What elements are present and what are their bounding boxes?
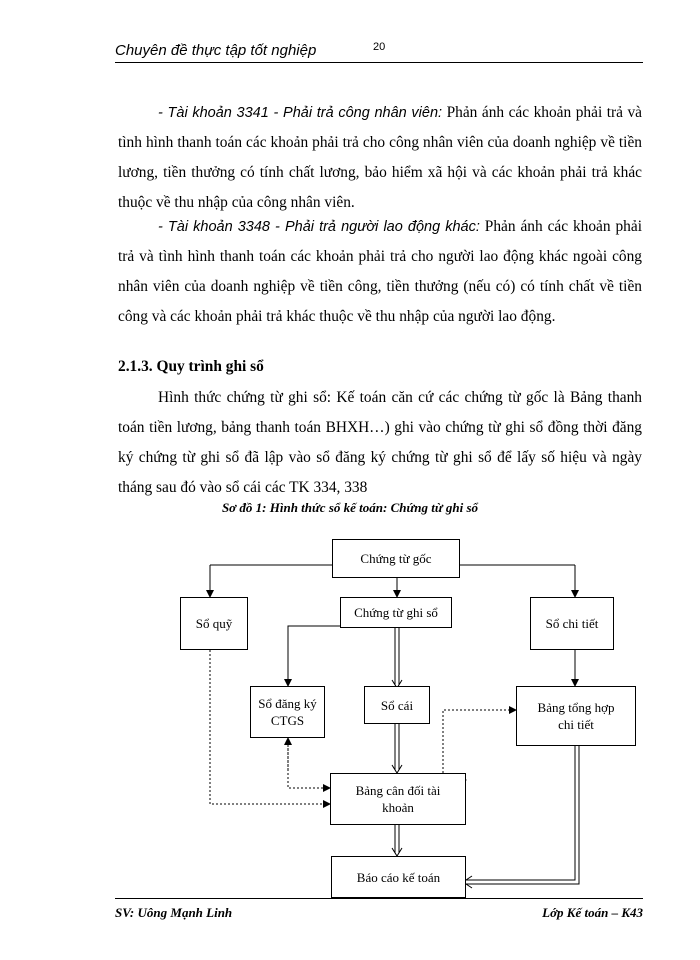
section-heading: 2.1.3. Quy trình ghi sổ xyxy=(118,358,264,375)
arrow-to-bao-cao xyxy=(392,848,402,856)
arrow-to-so-dang-ky xyxy=(288,626,340,686)
arrow-to-bang-can-doi xyxy=(392,765,402,773)
footer-class: Lớp Kế toán – K43 xyxy=(542,905,643,920)
footer-student: SV: Uông Mạnh Linh xyxy=(115,905,233,920)
box-so-dang-ky xyxy=(250,686,325,738)
box-chung-tu-ghi-so: Chứng từ ghi sổ xyxy=(340,597,452,628)
connector-double-line xyxy=(466,746,575,880)
box-label-line: CTGS xyxy=(270,713,305,728)
paragraph-label: - Tài khoản 3341 - Phải trả công nhân viên: xyxy=(158,105,443,121)
paragraph-procedure: Hình thức chứng từ ghi sổ: Kế toán căn cứ các chứng từ gốc là Bảng thanh toán tiền lương, bảng thanh toán BHXH…) ghi vào chứng từ ghi sổ đồng thời đăng ký chứng từ ghi sổ đã lập vào sổ đăng ký chứng từ ghi sổ để lấy số hiệu và ngày tháng sau đó vào sổ cái các TK 334, 338 xyxy=(118,389,642,496)
box-so-chi-tiet: Sổ chi tiết xyxy=(530,597,614,650)
box-bao-cao: Báo cáo kế toán xyxy=(331,856,466,898)
box-bang-tong-hop: Bảng tổng hợp chi tiết xyxy=(516,686,636,746)
header-title: Chuyên đề thực tập tốt nghiệp xyxy=(115,42,317,59)
box-so-quy: Sổ quỹ xyxy=(180,597,248,650)
diagram-caption: Sơ đồ 1: Hình thức sổ kế toán: Chứng từ ghi sổ xyxy=(221,500,479,515)
paragraph-text: Phản ánh các khoản phải trả và tình hình thanh toán các khoản phải trả cho người lao động khác ngoài công nhân viên của doanh nghiệp về tiền công, tiền thưởng (nếu có) có tính chất về tiền công và các khoản phải trả khác thuộc về thu nhập của người lao động. xyxy=(118,218,642,325)
box-so-cai: Sổ cái xyxy=(364,686,430,724)
paragraph-label: - Tài khoản 3348 - Phải trả người lao động khác: xyxy=(158,219,480,235)
page-footer xyxy=(115,898,643,923)
box-chung-tu-goc: Chứng từ gốc xyxy=(332,539,460,578)
dotted-arrow-tong-hop xyxy=(443,710,514,780)
connector-double-line xyxy=(466,746,579,884)
dotted-arrow-so-dang-ky xyxy=(288,745,330,788)
page-number: 20 xyxy=(373,41,386,53)
box-label-line: Sổ đăng ký xyxy=(258,696,317,711)
box-bang-can-doi: Bảng cân đối tài khoản xyxy=(330,773,466,825)
paragraph-text: Phản ánh các khoản phải trả và tình hình thanh toán các khoản phải trả cho công nhân viên của doanh nghiệp về tiền lương, tiền thưởng có tính chất lương, bảo hiểm xã hội và các khoản phải trả khác thuộc về thu nhập của công nhân viên. xyxy=(118,104,642,211)
